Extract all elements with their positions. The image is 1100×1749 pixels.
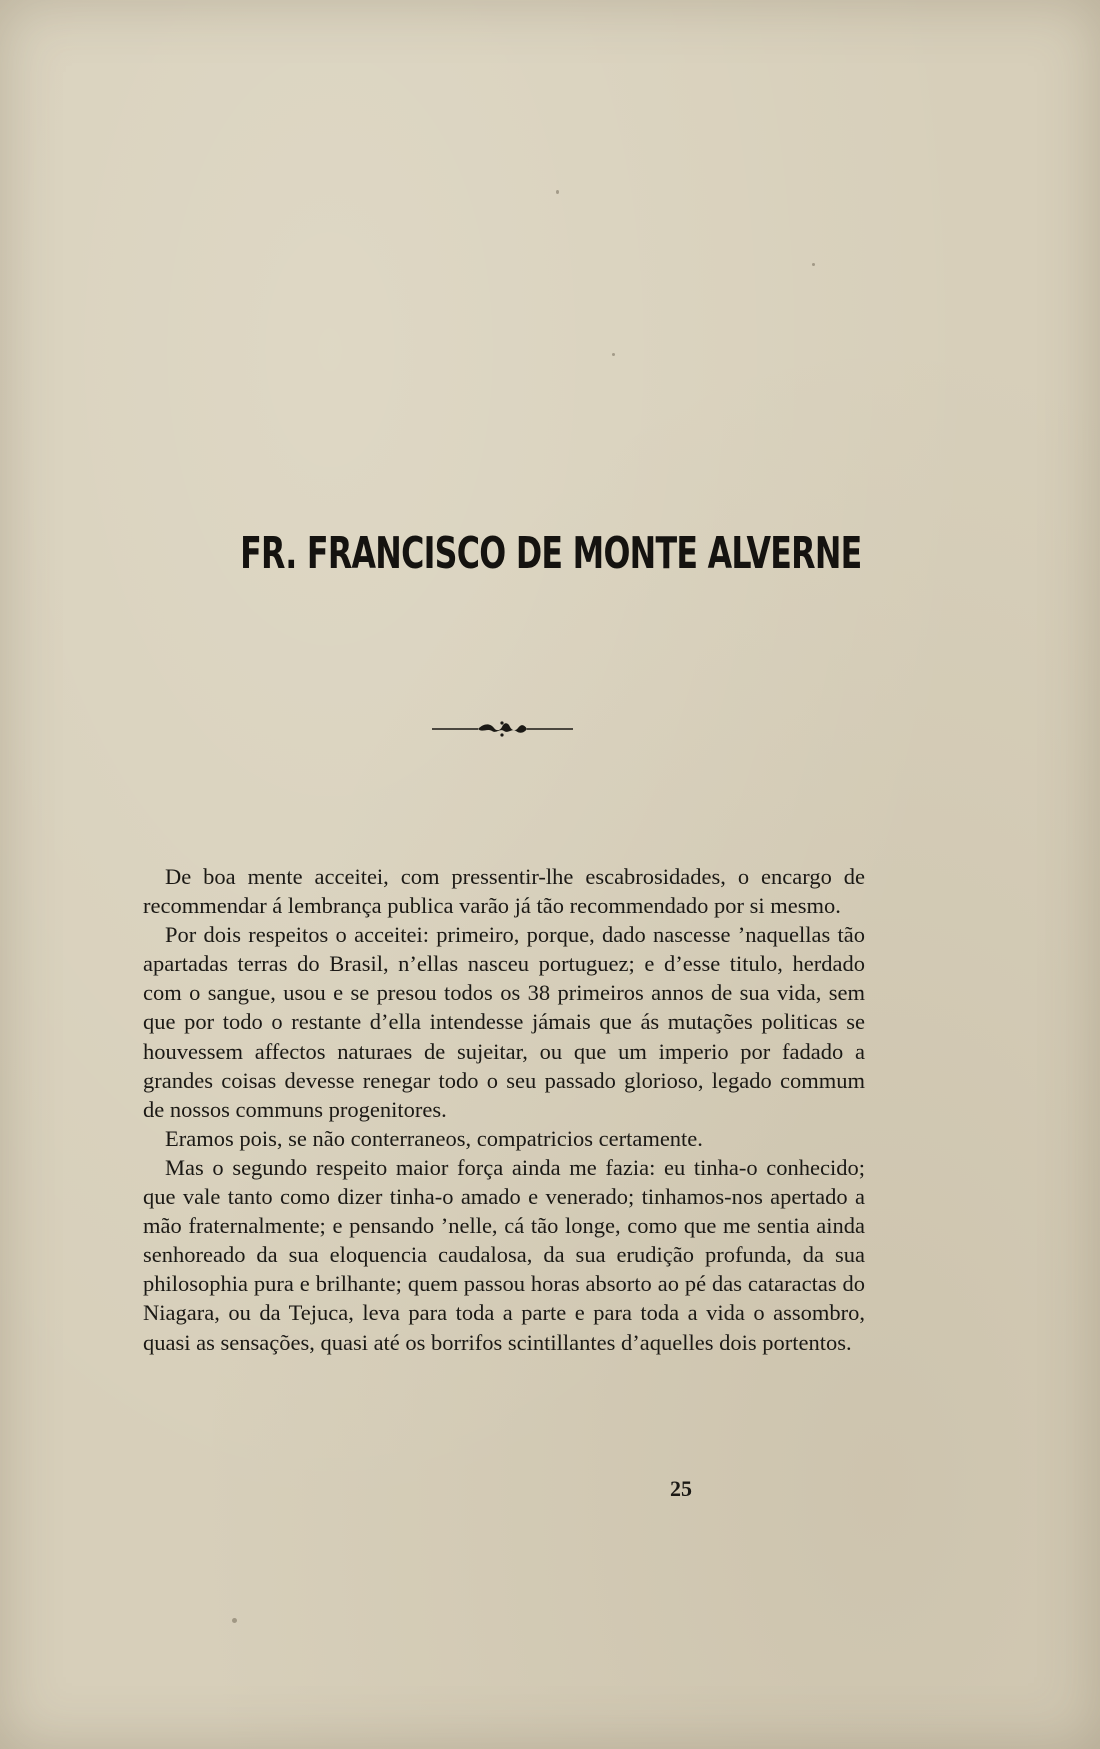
article-body <box>143 862 865 1357</box>
ink-speck <box>556 190 559 194</box>
page-number: 25 <box>670 1476 692 1501</box>
ink-speck <box>812 263 815 266</box>
paragraph: De boa mente acceitei, com pressentir-lhe escabrosidades, o encargo de recommendar á lembrança publica varão já tão recommendado por si mesmo. <box>143 864 865 919</box>
paragraph: Por dois respeitos o acceitei: primeiro, porque, dado nascesse ’naquellas tão apartadas terras do Brasil, n’ellas nasceu portuguez; e d’esse titulo, herdado com o sangue, usou e se presou todos os 38 primeiros annos de sua vida, sem que por todo o restante d’ella intendesse jámais que ás mutações politicas se houvessem affectos naturaes de sujeitar, ou que um imperio por fadado a grandes coisas devesse renegar todo o seu passado glorioso, legado commum de nossos communs progenitores. <box>143 922 865 1122</box>
page-title: FR. FRANCISCO DE MONTE ALVERNE <box>240 528 862 579</box>
paragraph: Mas o segundo respeito maior força ainda me fazia: eu tinha-o conhecido; que vale tanto como dizer tinha-o amado e venerado; tinhamos-nos apertado a mão fraternalmente; e pensando ’nelle, cá tão longe, como que me sentia ainda senhoreado da sua eloquencia caudalosa, da sua erudição profunda, da sua philosophia pura e brilhante; quem passou horas absorto ao pé das cataractas do Niagara, ou da Tejuca, leva para toda a parte e para toda a vida o assombro, quasi as sensações, quasi até os borrifos scintillantes d’aquelles dois portentos. <box>143 1154 865 1355</box>
ornament-rule-icon <box>430 718 575 740</box>
paragraph: Eramos pois, se não conterraneos, compatricios certamente. <box>165 1125 703 1151</box>
ink-speck <box>612 353 615 356</box>
ink-speck <box>232 1618 237 1623</box>
